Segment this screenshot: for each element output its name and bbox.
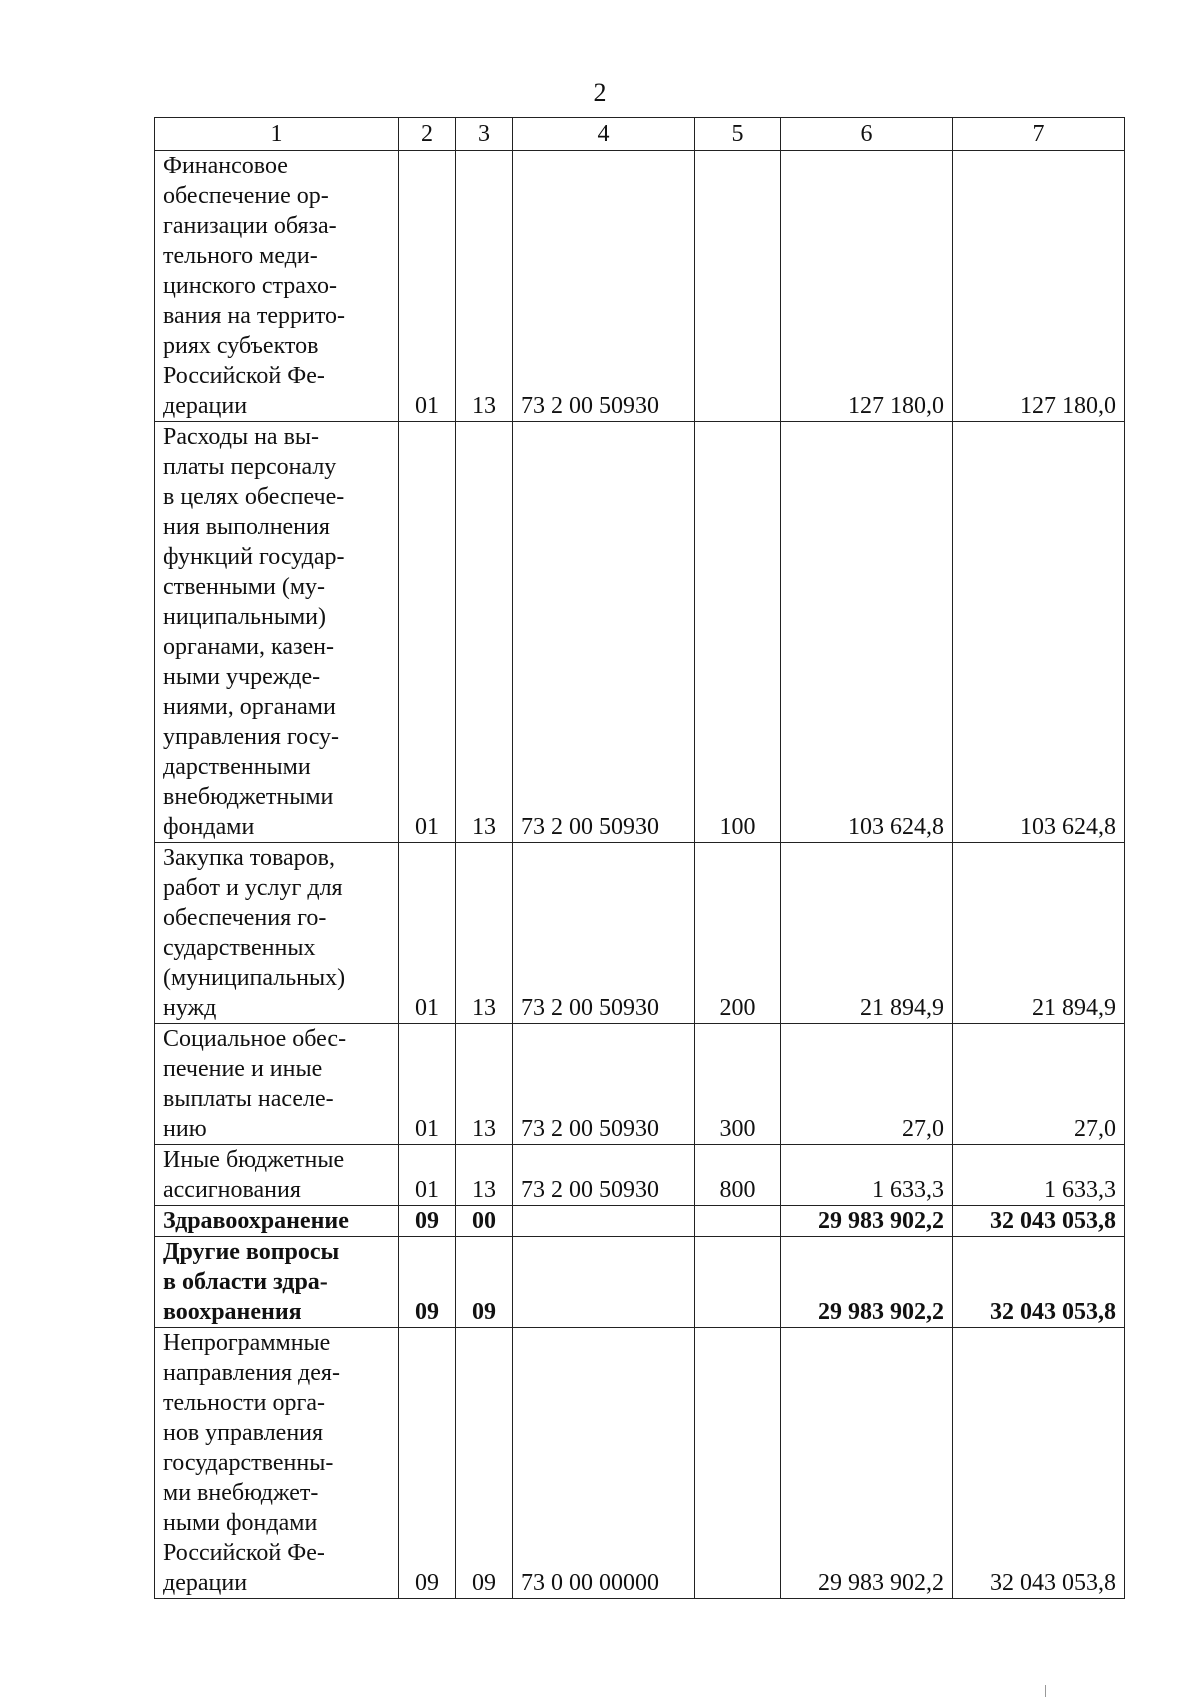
amount-year-2-cell: 1 633,3 <box>953 1145 1125 1206</box>
expense-type-cell <box>695 1206 781 1237</box>
row-name-line: (муниципальных) <box>163 965 346 991</box>
subsection-code-cell: 09 <box>456 1328 513 1599</box>
target-article-cell: 73 0 00 00000 <box>513 1328 695 1599</box>
row-name-line: фондами <box>163 814 255 840</box>
row-name-cell <box>155 843 399 1024</box>
target-article-cell: 73 2 00 50930 <box>513 422 695 843</box>
row-name-line: Финансовое <box>163 153 288 179</box>
row-name-line: управления госу- <box>163 724 340 750</box>
row-name-cell <box>155 1024 399 1145</box>
header-cell-3: 3 <box>456 118 513 151</box>
row-name-line: цинского страхо- <box>163 273 338 299</box>
subsection-code-cell: 13 <box>456 1145 513 1206</box>
expense-type-cell: 800 <box>695 1145 781 1206</box>
row-name-line: Российской Фе- <box>163 363 325 389</box>
target-article-cell: 73 2 00 50930 <box>513 843 695 1024</box>
expense-type-cell: 300 <box>695 1024 781 1145</box>
row-name-cell <box>155 1145 399 1206</box>
row-name-line: печение и иные <box>163 1056 323 1082</box>
table-row <box>155 1024 1125 1145</box>
expense-type-cell <box>695 1237 781 1328</box>
subsection-code-cell: 13 <box>456 1024 513 1145</box>
row-name-line: Социальное обес- <box>163 1026 347 1052</box>
target-article-cell <box>513 1206 695 1237</box>
expense-type-cell <box>695 151 781 422</box>
row-name-line: риях субъектов <box>163 333 319 359</box>
row-name-line: Здравоохранение <box>163 1208 349 1234</box>
amount-year-1-cell: 1 633,3 <box>781 1145 953 1206</box>
amount-year-2-cell: 21 894,9 <box>953 843 1125 1024</box>
table-row <box>155 422 1125 843</box>
amount-year-2-cell: 32 043 053,8 <box>953 1206 1125 1237</box>
row-name-line: функций государ- <box>163 544 345 570</box>
amount-year-2-cell: 32 043 053,8 <box>953 1328 1125 1599</box>
row-name-line: дарственными <box>163 754 311 780</box>
amount-year-1-cell: 29 983 902,2 <box>781 1206 953 1237</box>
subsection-code-cell: 09 <box>456 1237 513 1328</box>
row-name-cell <box>155 151 399 422</box>
row-name-line: ными фондами <box>163 1510 318 1536</box>
expense-type-cell <box>695 1328 781 1599</box>
row-name-line: воохранения <box>163 1299 302 1325</box>
amount-year-1-cell: 29 983 902,2 <box>781 1237 953 1328</box>
header-cell-2: 2 <box>399 118 456 151</box>
header-row <box>155 118 1125 151</box>
row-name-line: органами, казен- <box>163 634 334 660</box>
row-name-line: тельного меди- <box>163 243 318 269</box>
row-name-line: Другие вопросы <box>163 1239 340 1265</box>
section-code-cell: 01 <box>399 151 456 422</box>
target-article-cell <box>513 1237 695 1328</box>
section-code-cell: 09 <box>399 1206 456 1237</box>
table-row <box>155 1328 1125 1599</box>
target-article-cell: 73 2 00 50930 <box>513 151 695 422</box>
section-code-cell: 01 <box>399 843 456 1024</box>
header-cell-5: 5 <box>695 118 781 151</box>
row-name-line: тельности орга- <box>163 1390 325 1416</box>
amount-year-1-cell: 103 624,8 <box>781 422 953 843</box>
row-name-line: ственными (му- <box>163 574 325 600</box>
row-name-line: ассигнования <box>163 1177 301 1203</box>
row-name-line: Расходы на вы- <box>163 424 320 450</box>
row-name-line: дерации <box>163 393 248 419</box>
table-row <box>155 1237 1125 1328</box>
amount-year-1-cell: 29 983 902,2 <box>781 1328 953 1599</box>
amount-year-1-cell: 127 180,0 <box>781 151 953 422</box>
amount-year-2-cell: 127 180,0 <box>953 151 1125 422</box>
section-code-cell: 01 <box>399 1145 456 1206</box>
target-article-cell: 73 2 00 50930 <box>513 1145 695 1206</box>
row-name-line: работ и услуг для <box>163 875 343 901</box>
row-name-line: нужд <box>163 995 217 1021</box>
expense-type-cell: 100 <box>695 422 781 843</box>
header-cell-4: 4 <box>513 118 695 151</box>
row-name-line: ганизации обяза- <box>163 213 337 239</box>
subsection-code-cell: 13 <box>456 422 513 843</box>
row-name-line: нов управления <box>163 1420 324 1446</box>
subsection-code-cell: 13 <box>456 843 513 1024</box>
table-row <box>155 843 1125 1024</box>
budget-table <box>154 117 1125 1599</box>
subsection-code-cell: 13 <box>456 151 513 422</box>
row-name-cell <box>155 422 399 843</box>
header-cell-7: 7 <box>953 118 1125 151</box>
row-name-line: ниципальными) <box>163 604 326 630</box>
section-code-cell: 09 <box>399 1237 456 1328</box>
row-name-line: Иные бюджетные <box>163 1147 345 1173</box>
row-name-line: вания на террито- <box>163 303 346 329</box>
row-name-line: государственны- <box>163 1450 334 1476</box>
row-name-line: платы персоналу <box>163 454 337 480</box>
row-name-line: Закупка товаров, <box>163 845 335 871</box>
table-row <box>155 1206 1125 1237</box>
row-name-line: дерации <box>163 1570 248 1596</box>
amount-year-1-cell: 21 894,9 <box>781 843 953 1024</box>
header-cell-1: 1 <box>155 118 399 151</box>
table-row <box>155 1145 1125 1206</box>
amount-year-2-cell: 27,0 <box>953 1024 1125 1145</box>
row-name-line: направления дея- <box>163 1360 340 1386</box>
page-number: 2 <box>593 78 607 107</box>
section-code-cell: 09 <box>399 1328 456 1599</box>
row-name-line: ниями, органами <box>163 694 336 720</box>
expense-type-cell: 200 <box>695 843 781 1024</box>
row-name-cell <box>155 1237 399 1328</box>
row-name-line: нию <box>163 1116 207 1142</box>
subsection-code-cell: 00 <box>456 1206 513 1237</box>
amount-year-2-cell: 103 624,8 <box>953 422 1125 843</box>
row-name-line: сударственных <box>163 935 316 961</box>
section-code-cell: 01 <box>399 422 456 843</box>
row-name-line: Российской Фе- <box>163 1540 325 1566</box>
row-name-line: внебюджетными <box>163 784 334 810</box>
header-cell-6: 6 <box>781 118 953 151</box>
scan-edge-mark <box>1045 1685 1186 1697</box>
row-name-line: обеспечения го- <box>163 905 327 931</box>
target-article-cell: 73 2 00 50930 <box>513 1024 695 1145</box>
row-name-line: выплаты населе- <box>163 1086 334 1112</box>
amount-year-1-cell: 27,0 <box>781 1024 953 1145</box>
row-name-line: ными учрежде- <box>163 664 321 690</box>
table-body <box>155 151 1125 1599</box>
row-name-line: обеспечение ор- <box>163 183 329 209</box>
row-name-line: в целях обеспече- <box>163 484 345 510</box>
section-code-cell: 01 <box>399 1024 456 1145</box>
amount-year-2-cell: 32 043 053,8 <box>953 1237 1125 1328</box>
row-name-cell <box>155 1206 399 1237</box>
row-name-line: Непрограммные <box>163 1330 331 1356</box>
row-name-cell <box>155 1328 399 1599</box>
row-name-line: ния выполнения <box>163 514 330 540</box>
row-name-line: в области здра- <box>163 1269 328 1295</box>
table-row <box>155 151 1125 422</box>
row-name-line: ми внебюджет- <box>163 1480 319 1506</box>
